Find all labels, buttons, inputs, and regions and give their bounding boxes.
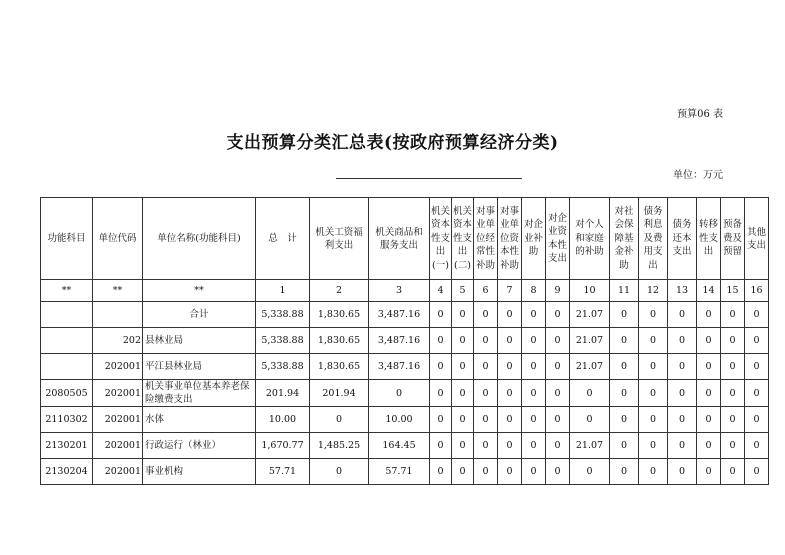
column-header-line: 出 <box>435 246 446 258</box>
amount-cell: 0 <box>522 302 546 328</box>
table-row <box>41 459 769 485</box>
column-header-line: 对企 <box>547 212 567 224</box>
unit-code-cell: 202001 <box>93 354 143 380</box>
amount-cell: 0 <box>474 433 498 459</box>
function-code-cell <box>41 302 93 328</box>
amount-cell: 0 <box>610 354 639 380</box>
table-row <box>41 433 769 459</box>
amount-cell: 0 <box>721 354 745 380</box>
amount-cell: 0 <box>546 459 570 485</box>
amount-cell: 0 <box>697 302 721 328</box>
amount-cell: 0 <box>452 433 474 459</box>
column-header-line: 助 <box>619 259 629 271</box>
unit-code-cell: 202001 <box>93 380 143 407</box>
column-header <box>697 198 721 280</box>
amount-cell: 0 <box>697 380 721 407</box>
amount-cell: 0 <box>546 328 570 354</box>
amount-cell: 0 <box>668 328 697 354</box>
column-header-line: 对企 <box>523 219 543 231</box>
amount-cell: 0 <box>639 354 668 380</box>
amount-cell: 0 <box>697 328 721 354</box>
column-header-line: 机关 <box>431 205 451 217</box>
column-header <box>570 198 610 280</box>
column-header-line: 对事 <box>499 205 519 217</box>
index-cell: 6 <box>474 280 498 302</box>
column-header <box>93 198 143 280</box>
page-title: 支出预算分类汇总表(按政府预算经济分类) <box>226 133 559 153</box>
amount-cell: 1,830.65 <box>310 302 369 328</box>
amount-cell: 0 <box>522 459 546 485</box>
column-header-line: 障基 <box>614 232 634 244</box>
column-header-line: 及费 <box>643 232 663 244</box>
amount-cell: 0 <box>610 459 639 485</box>
amount-cell: 0 <box>546 433 570 459</box>
column-header-line: 出 <box>457 246 468 258</box>
column-header-line: 机关商品和 <box>375 226 423 238</box>
amount-cell: 1,485.25 <box>310 433 369 459</box>
column-header-line: 业补 <box>523 232 543 244</box>
amount-cell: 0 <box>668 407 697 433</box>
table-body <box>41 302 769 485</box>
amount-cell: 0 <box>522 380 546 407</box>
amount-cell: 0 <box>474 354 498 380</box>
table-row <box>41 302 769 328</box>
column-header-line: 费及 <box>722 232 742 244</box>
amount-cell: 10.00 <box>369 407 430 433</box>
column-header <box>369 198 430 280</box>
amount-cell: 0 <box>570 459 610 485</box>
amount-cell: 0 <box>697 407 721 433</box>
amount-cell: 0 <box>369 380 430 407</box>
index-cell: 2 <box>310 280 369 302</box>
column-header-line: 支出 <box>672 246 692 258</box>
amount-cell: 0 <box>697 354 721 380</box>
column-header <box>310 198 369 280</box>
function-code-cell: 2080505 <box>41 380 93 407</box>
amount-cell: 0 <box>522 407 546 433</box>
column-header-line: 会保 <box>614 219 634 231</box>
amount-cell: 0 <box>430 328 452 354</box>
unit-code-cell: 202001 <box>93 459 143 485</box>
index-cell: 4 <box>430 280 452 302</box>
unit-label: 单位：万元 <box>673 170 723 181</box>
amount-cell: 0 <box>639 433 668 459</box>
document-code: 预算06 表 <box>677 109 723 120</box>
index-cell: 8 <box>522 280 546 302</box>
amount-cell: 0 <box>474 407 498 433</box>
amount-cell: 1,830.65 <box>310 354 369 380</box>
unit-code-cell <box>93 302 143 328</box>
header-row <box>41 198 769 280</box>
column-header-line: 和家庭 <box>575 232 604 244</box>
amount-cell: 21.07 <box>570 328 610 354</box>
column-header-line: 债务 <box>672 219 692 231</box>
amount-cell: 0 <box>639 380 668 407</box>
column-header <box>721 198 745 280</box>
amount-cell: 0 <box>546 302 570 328</box>
amount-cell: 0 <box>498 459 522 485</box>
amount-cell: 0 <box>498 302 522 328</box>
column-header-line: 性支 <box>698 232 718 244</box>
unit-code-cell: 202001 <box>93 433 143 459</box>
amount-cell: 0 <box>721 433 745 459</box>
function-code-cell <box>41 328 93 354</box>
amount-cell: 0 <box>610 433 639 459</box>
column-header <box>430 198 452 280</box>
column-header-line: 利支出 <box>324 239 354 251</box>
amount-cell: 57.71 <box>256 459 310 485</box>
amount-cell: 0 <box>452 354 474 380</box>
index-cell: 14 <box>697 280 721 302</box>
amount-cell: 0 <box>721 407 745 433</box>
column-header-line: 对事 <box>475 205 495 217</box>
column-header-line: 单位名称(功能科目) <box>157 233 241 244</box>
amount-cell: 0 <box>498 407 522 433</box>
amount-cell: 0 <box>745 433 769 459</box>
blank-underline <box>336 178 522 179</box>
index-cell: ** <box>41 280 93 302</box>
column-header-line: 业单 <box>475 219 495 231</box>
column-header-line: 对个人 <box>575 219 604 231</box>
column-header <box>498 198 522 280</box>
amount-cell: 0 <box>745 354 769 380</box>
column-header-line: 单位代码 <box>98 233 137 244</box>
amount-cell: 0 <box>522 433 546 459</box>
column-header <box>610 198 639 280</box>
amount-cell: 1,670.77 <box>256 433 310 459</box>
amount-cell: 0 <box>610 328 639 354</box>
column-header-line: 债务 <box>643 205 663 217</box>
amount-cell: 0 <box>452 407 474 433</box>
column-header-line: 服务支出 <box>379 239 418 251</box>
amount-cell: 3,487.16 <box>369 328 430 354</box>
column-header-line: 常性 <box>475 246 495 258</box>
amount-cell: 0 <box>721 459 745 485</box>
column-header <box>745 198 769 280</box>
amount-cell: 0 <box>668 380 697 407</box>
amount-cell: 0 <box>668 302 697 328</box>
amount-cell: 0 <box>546 380 570 407</box>
amount-cell: 0 <box>430 302 452 328</box>
column-header <box>41 198 93 280</box>
index-cell: 7 <box>498 280 522 302</box>
unit-name-cell: 合计 <box>143 302 256 328</box>
index-row <box>41 280 769 302</box>
column-header-line: 支出 <box>547 253 567 264</box>
index-cell: ** <box>143 280 256 302</box>
column-header-line: 其他 <box>746 226 766 238</box>
amount-cell: 0 <box>697 459 721 485</box>
function-code-cell: 2130201 <box>41 433 93 459</box>
column-header-line: 位资 <box>499 232 519 244</box>
budget-table <box>40 197 769 485</box>
column-header-line: 补助 <box>499 259 519 271</box>
column-header-line: 机关 <box>453 205 473 217</box>
column-header-line: 还本 <box>672 232 692 244</box>
column-header-line: 助 <box>528 246 539 258</box>
amount-cell: 0 <box>474 459 498 485</box>
column-header-line: (一) <box>432 259 449 271</box>
unit-name-cell: 机关事业单位基本养老保险缴费支出 <box>143 380 256 407</box>
amount-cell: 0 <box>498 433 522 459</box>
column-header-line: 预备 <box>722 219 742 231</box>
index-cell: 12 <box>639 280 668 302</box>
column-header-line: 金补 <box>614 246 634 258</box>
amount-cell: 0 <box>745 459 769 485</box>
column-header <box>143 198 256 280</box>
column-header-line: 用支 <box>643 246 663 258</box>
index-cell: 15 <box>721 280 745 302</box>
column-header-line: 业单 <box>499 219 519 231</box>
amount-cell: 0 <box>522 354 546 380</box>
column-header-line: 性支 <box>431 232 451 244</box>
amount-cell: 21.07 <box>570 433 610 459</box>
amount-cell: 0 <box>639 459 668 485</box>
column-header <box>639 198 668 280</box>
amount-cell: 0 <box>310 407 369 433</box>
amount-cell: 0 <box>546 354 570 380</box>
column-header-line: 转移 <box>698 219 718 231</box>
amount-cell: 0 <box>745 380 769 407</box>
index-cell: 16 <box>745 280 769 302</box>
unit-name-cell: 行政运行（林业） <box>143 433 256 459</box>
table-row <box>41 380 769 407</box>
index-cell: 13 <box>668 280 697 302</box>
amount-cell: 0 <box>668 433 697 459</box>
amount-cell: 0 <box>498 380 522 407</box>
amount-cell: 0 <box>310 459 369 485</box>
amount-cell: 0 <box>430 380 452 407</box>
column-header-line: 利息 <box>643 219 663 231</box>
function-code-cell: 2130204 <box>41 459 93 485</box>
amount-cell: 0 <box>498 328 522 354</box>
amount-cell: 1,830.65 <box>310 328 369 354</box>
amount-cell: 0 <box>452 302 474 328</box>
amount-cell: 10.00 <box>256 407 310 433</box>
amount-cell: 0 <box>474 302 498 328</box>
amount-cell: 0 <box>474 380 498 407</box>
table-row <box>41 354 769 380</box>
unit-name-cell: 县林业局 <box>143 328 256 354</box>
index-cell: 11 <box>610 280 639 302</box>
index-cell: 1 <box>256 280 310 302</box>
column-header-line: 本性 <box>547 239 567 251</box>
amount-cell: 0 <box>546 407 570 433</box>
amount-cell: 0 <box>452 459 474 485</box>
column-header-line: 的补助 <box>575 246 604 258</box>
amount-cell: 3,487.16 <box>369 302 430 328</box>
column-header <box>668 198 697 280</box>
amount-cell: 0 <box>570 407 610 433</box>
amount-cell: 0 <box>639 328 668 354</box>
amount-cell: 0 <box>668 459 697 485</box>
amount-cell: 0 <box>610 407 639 433</box>
amount-cell: 0 <box>430 459 452 485</box>
index-cell: 3 <box>369 280 430 302</box>
index-cell: 5 <box>452 280 474 302</box>
column-header <box>452 198 474 280</box>
amount-cell: 0 <box>721 302 745 328</box>
amount-cell: 5,338.88 <box>256 328 310 354</box>
column-header-line: 本性 <box>499 246 519 258</box>
amount-cell: 21.07 <box>570 302 610 328</box>
amount-cell: 3,487.16 <box>369 354 430 380</box>
column-header-line: 性支 <box>453 232 473 244</box>
amount-cell: 57.71 <box>369 459 430 485</box>
unit-code-cell: 202 <box>93 328 143 354</box>
column-header <box>256 198 310 280</box>
amount-cell: 201.94 <box>310 380 369 407</box>
column-header-line: 资本 <box>453 219 473 231</box>
amount-cell: 0 <box>697 433 721 459</box>
amount-cell: 0 <box>745 302 769 328</box>
amount-cell: 0 <box>474 328 498 354</box>
amount-cell: 0 <box>498 354 522 380</box>
amount-cell: 0 <box>745 328 769 354</box>
column-header-line: 机关工资福 <box>315 226 363 238</box>
column-header-line: 补助 <box>475 259 495 271</box>
column-header <box>546 198 570 280</box>
amount-cell: 0 <box>430 407 452 433</box>
column-header-line: 支出 <box>746 239 766 251</box>
amount-cell: 5,338.88 <box>256 354 310 380</box>
column-header <box>522 198 546 280</box>
amount-cell: 0 <box>639 407 668 433</box>
amount-cell: 5,338.88 <box>256 302 310 328</box>
amount-cell: 164.45 <box>369 433 430 459</box>
column-header <box>474 198 498 280</box>
amount-cell: 0 <box>610 380 639 407</box>
function-code-cell <box>41 354 93 380</box>
amount-cell: 0 <box>610 302 639 328</box>
table-row <box>41 328 769 354</box>
amount-cell: 0 <box>668 354 697 380</box>
unit-name-cell: 平江县林业局 <box>143 354 256 380</box>
index-cell: 10 <box>570 280 610 302</box>
index-cell: ** <box>93 280 143 302</box>
column-header-line: 总 计 <box>268 233 297 244</box>
index-cell: 9 <box>546 280 570 302</box>
amount-cell: 0 <box>452 328 474 354</box>
function-code-cell: 2110302 <box>41 407 93 433</box>
amount-cell: 0 <box>430 354 452 380</box>
unit-name-cell: 事业机构 <box>143 459 256 485</box>
column-header-line: 资本 <box>431 219 451 231</box>
unit-name-cell: 水体 <box>143 407 256 433</box>
table-row <box>41 407 769 433</box>
amount-cell: 0 <box>452 380 474 407</box>
column-header-line: 对社 <box>614 205 634 217</box>
amount-cell: 0 <box>430 433 452 459</box>
column-header-line: (二) <box>454 259 471 271</box>
column-header-line: 位经 <box>475 232 495 244</box>
amount-cell: 0 <box>721 328 745 354</box>
amount-cell: 0 <box>639 302 668 328</box>
amount-cell: 21.07 <box>570 354 610 380</box>
column-header-line: 功能科目 <box>47 233 86 244</box>
column-header-line: 出 <box>648 259 658 271</box>
amount-cell: 201.94 <box>256 380 310 407</box>
amount-cell: 0 <box>522 328 546 354</box>
amount-cell: 0 <box>745 407 769 433</box>
amount-cell: 0 <box>721 380 745 407</box>
column-header-line: 出 <box>703 246 714 258</box>
column-header-line: 业资 <box>547 226 567 237</box>
unit-code-cell: 202001 <box>93 407 143 433</box>
column-header-line: 预留 <box>722 246 742 258</box>
amount-cell: 0 <box>570 380 610 407</box>
